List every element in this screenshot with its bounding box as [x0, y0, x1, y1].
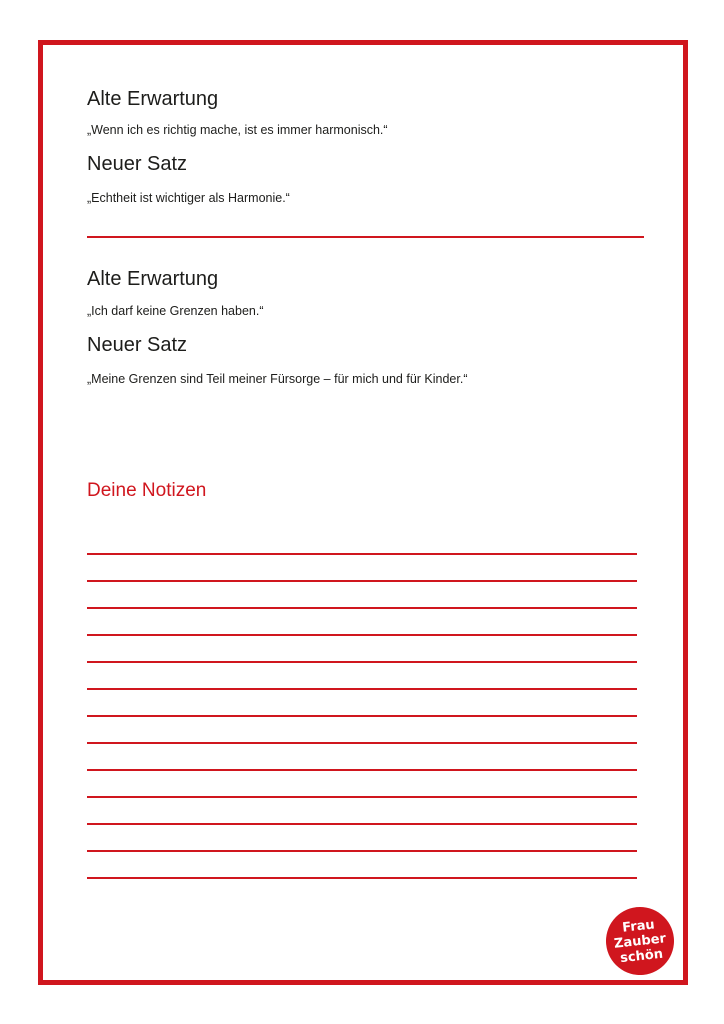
section-1-old-heading: Alte Erwartung [87, 88, 219, 110]
note-line[interactable] [87, 715, 637, 717]
notes-title: Deine Notizen [87, 480, 207, 501]
note-line[interactable] [87, 823, 637, 825]
note-line[interactable] [87, 580, 637, 582]
note-line[interactable] [87, 634, 637, 636]
section-divider [87, 236, 644, 238]
note-line[interactable] [87, 742, 637, 744]
section-2-old-text: „Ich darf keine Grenzen haben.“ [87, 304, 264, 318]
logo-line-1: Frau [621, 916, 656, 936]
page-border [38, 40, 688, 985]
logo-line-2: Zauber [613, 930, 667, 952]
section-1-old-text: „Wenn ich es richtig mache, ist es immer harmonisch.“ [87, 123, 388, 137]
note-line[interactable] [87, 850, 637, 852]
note-line[interactable] [87, 553, 637, 555]
section-2-new-text: „Meine Grenzen sind Teil meiner Fürsorge – für mich und für Kinder.“ [87, 372, 468, 386]
note-line[interactable] [87, 688, 637, 690]
logo-line-3: schön [619, 946, 664, 966]
section-1-new-heading: Neuer Satz [87, 153, 188, 175]
note-line[interactable] [87, 661, 637, 663]
note-line[interactable] [87, 769, 637, 771]
note-line[interactable] [87, 877, 637, 879]
section-1-new-text: „Echtheit ist wichtiger als Harmonie.“ [87, 191, 290, 205]
section-2-new-heading: Neuer Satz [87, 334, 188, 356]
note-line[interactable] [87, 796, 637, 798]
note-line[interactable] [87, 607, 637, 609]
section-2-old-heading: Alte Erwartung [87, 268, 219, 290]
